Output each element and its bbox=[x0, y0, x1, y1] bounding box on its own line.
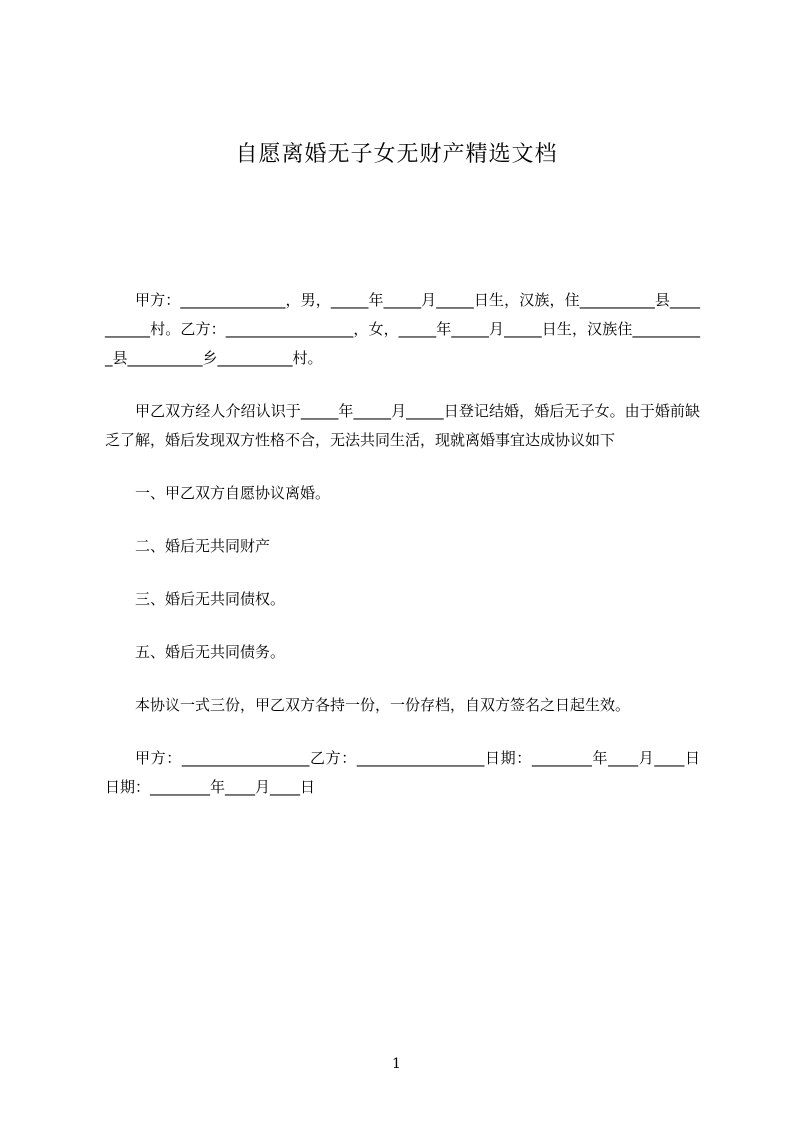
clause-3: 三、婚后无共同债权。 bbox=[135, 590, 286, 608]
page-number: 1 bbox=[392, 1056, 401, 1072]
clause-1: 一、甲乙双方自愿协议离婚。 bbox=[135, 484, 331, 502]
effect-paragraph: 本协议一式三份，甲乙双方各持一份，一份存档，自双方签名之日起生效。 bbox=[135, 696, 631, 714]
clause-5: 五、婚后无共同债务。 bbox=[135, 643, 286, 661]
clause-2: 二、婚后无共同财产 bbox=[135, 537, 271, 555]
document-body bbox=[105, 286, 700, 802]
parties-paragraph: 甲方：______________，男，_____年_____月_____日生，汉族，住__________县__________村。乙方：_________________，女，_____年_____月_____日生，汉族住__________县__________乡__________村。 bbox=[105, 291, 700, 367]
intro-paragraph: 甲乙双方经人介绍认识于_____年_____月_____日登记结婚，婚后无子女。由于婚前缺乏了解，婚后发现双方性格不合，无法共同生活，现就离婚事宜达成协议如下 bbox=[105, 402, 700, 449]
document-title: 自愿离婚无子女无财产精选文档 bbox=[235, 142, 558, 167]
signature-paragraph: 甲方：_________________乙方：_________________日期：________年____月____日日期：________年____月____日 bbox=[105, 749, 700, 796]
